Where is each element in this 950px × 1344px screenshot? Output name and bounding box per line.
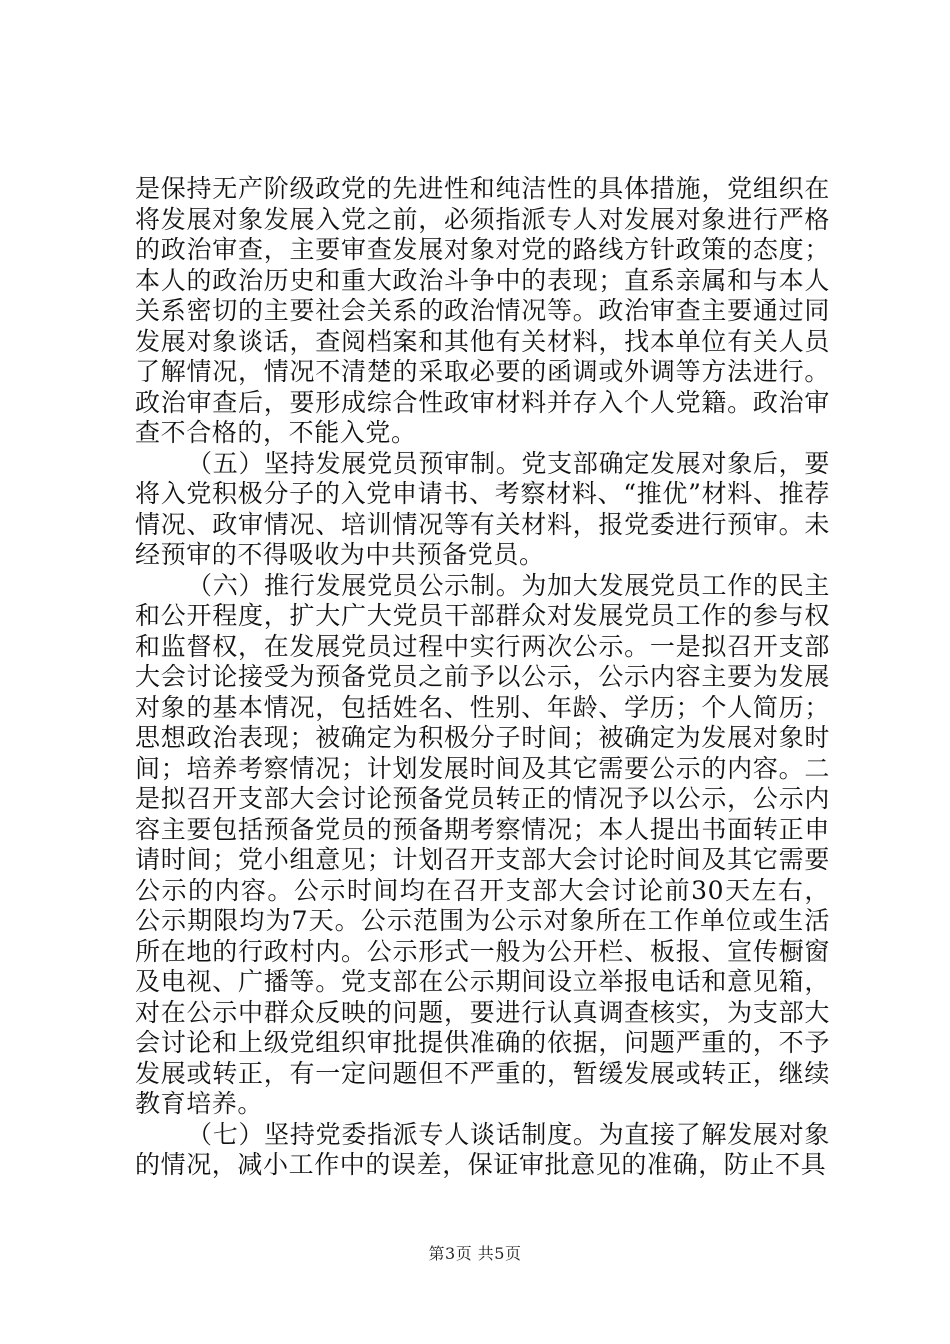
- paragraph-political-review: 是保持无产阶级政党的先进性和纯洁性的具体措施，党组织在将发展对象发展入党之前，必须指派专人对发展对象进行严格的政治审查，主要审查发展对象对党的路线方针政策的态度；本人的政治历史和重大政治斗争中的表现；直系亲属和与本人关系密切的主要社会关系的政治情况等。政治审查主要通过同发展对象谈话，查阅档案和其他有关材料，找本单位有关人员了解情况，情况不清楚的采取必要的函调或外调等方法进行。政治审查后，要形成综合性政审材料并存入个人党籍。政治审查不合格的，不能入党。: [135, 174, 830, 447]
- document-body: [135, 174, 830, 1181]
- paragraph-pre-review-system: （五）坚持发展党员预审制。党支部确定发展对象后，要将入党积极分子的入党申请书、考察材料、“推优”材料、推荐情况、政审情况、培训情况等有关材料，报党委进行预审。未经预审的不得吸收为中共预备党员。: [135, 448, 830, 569]
- paragraph-interview-system: （七）坚持党委指派专人谈话制度。为直接了解发展对象的情况，减小工作中的误差，保证审批意见的准确，防止不具: [135, 1119, 830, 1179]
- paragraph-public-notice-system: （六）推行发展党员公示制。为加大发展党员工作的民主和公开程度，扩大广大党员干部群众对发展党员工作的参与权和监督权，在发展党员过程中实行两次公示。一是拟召开支部大会讨论接受为预备党员之前予以公示，公示内容主要为发展对象的基本情况，包括姓名、性别、年龄、学历；个人简历；思想政治表现；被确定为积极分子时间；被确定为发展对象时间；培养考察情况；计划发展时间及其它需要公示的内容。二是拟召开支部大会讨论预备党员转正的情况予以公示，公示内容主要包括预备党员的预备期考察情况；本人提出书面转正申请时间；党小组意见；计划召开支部大会讨论时间及其它需要公示的内容。公示时间均在召开支部大会讨论前30天左右，公示期限均为7天。公示范围为公示对象所在工作单位或生活所在地的行政村内。公示形式一般为公开栏、板报、宣传橱窗及电视、广播等。党支部在公示期间设立举报电话和意见箱，对在公示中群众反映的问题，要进行认真调查核实，为支部大会讨论和上级党组织审批提供准确的依据，问题严重的，不予发展或转正，有一定问题但不严重的，暂缓发展或转正，继续教育培养。: [135, 570, 830, 1118]
- page-number-footer: 第3页 共5页: [428, 1244, 522, 1263]
